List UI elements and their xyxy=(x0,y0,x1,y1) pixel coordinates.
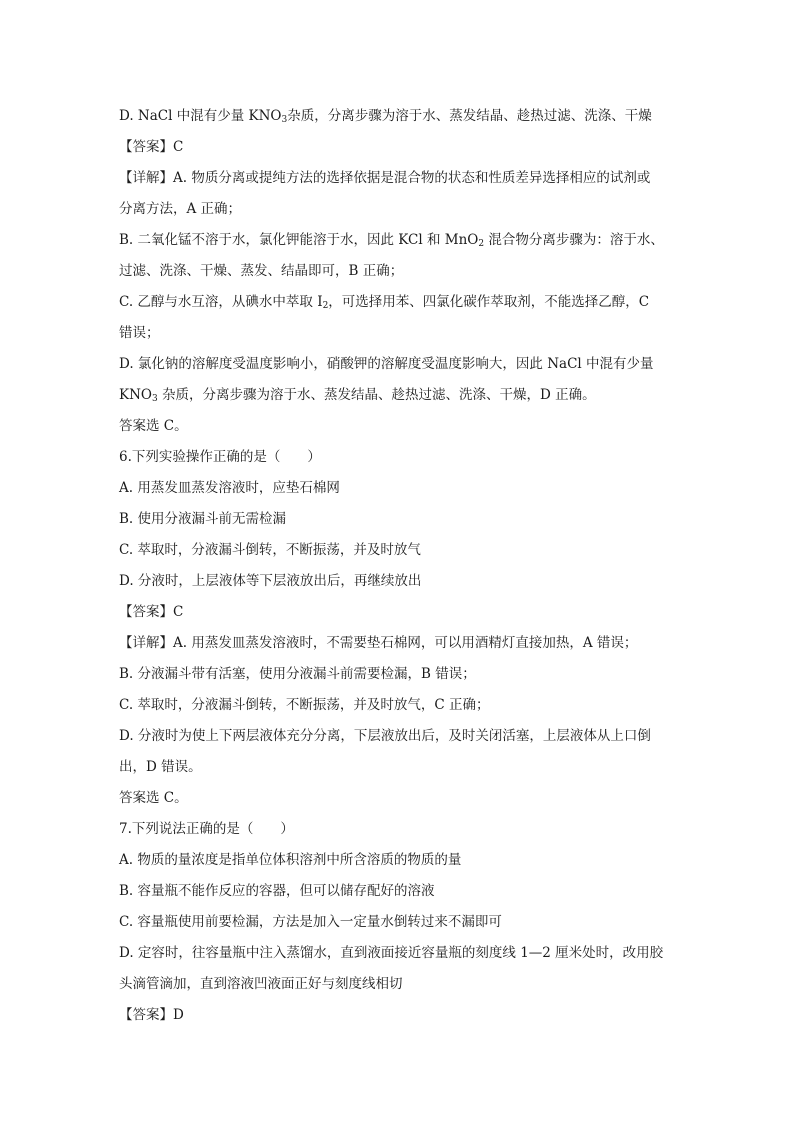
option-a: A. 用蒸发皿蒸发溶液时，应垫石棉网 xyxy=(119,480,340,496)
text-line: $KNO_3$ 杂质，分离步骤为溶于水、蒸发结晶、趁热过滤、洗涤、干燥，D 正确。 xyxy=(119,387,596,404)
text-line: B. 分液漏斗带有活塞，使用分液漏斗前需要检漏，B 错误； xyxy=(119,666,476,682)
text-line: C. 乙醇与水互溶，从碘水中萃取 $I_2$，可选择用苯、四氯化碳作萃取剂，不能选择乙醇，C xyxy=(119,294,650,311)
option-c: C. 容量瓶使用前要检漏，方法是加入一定量水倒转过来不漏即可 xyxy=(119,914,502,930)
answer-label: 【答案】C xyxy=(119,139,184,155)
option-a: A. 物质的量浓度是指单位体积溶剂中所含溶质的物质的量 xyxy=(119,852,462,868)
document-body xyxy=(119,101,689,1031)
option-d: D. 分液时，上层液体等下层液放出后，再继续放出 xyxy=(119,573,422,589)
text-line: 错误； xyxy=(119,325,160,341)
text-line: 分离方法，A 正确； xyxy=(119,201,242,217)
answer-label: 【答案】C xyxy=(119,604,184,620)
answer-choice: 答案选 C。 xyxy=(119,790,188,806)
question-title: 7.下列说法正确的是（ ） xyxy=(119,821,294,837)
question-title: 6.下列实验操作正确的是（ ） xyxy=(119,449,321,465)
text-line: D. 分液时为使上下两层液体充分分离，下层液放出后，及时关闭活塞，上层液体从上口倒 xyxy=(119,728,651,744)
option-c: C. 萃取时，分液漏斗倒转，不断振荡，并及时放气 xyxy=(119,542,421,558)
text-line: 过滤、洗涤、干燥、蒸发、结晶即可，B 正确； xyxy=(119,263,404,279)
option-b: B. 容量瓶不能作反应的容器，但可以储存配好的溶液 xyxy=(119,883,435,899)
text-line: D. 氯化钠的溶解度受温度影响小，硝酸钾的溶解度受温度影响大，因此 NaCl 中混有少量 xyxy=(119,356,654,372)
text-line: 头滴管滴加，直到溶液凹液面正好与刻度线相切 xyxy=(119,976,403,992)
answer-label: 【答案】D xyxy=(119,1007,184,1023)
text-line: C. 萃取时，分液漏斗倒转，不断振荡，并及时放气，C 正确； xyxy=(119,697,490,713)
explanation-line: 【详解】A. 用蒸发皿蒸发溶液时，不需要垫石棉网，可以用酒精灯直接加热，A 错误； xyxy=(119,635,638,651)
option-d: D. 定容时，往容量瓶中注入蒸馏水，直到液面接近容量瓶的刻度线 1—2 厘米处时，改用胶 xyxy=(119,945,664,961)
option-b: B. 使用分液漏斗前无需检漏 xyxy=(119,511,287,527)
explanation-line: 【详解】A. 物质分离或提纯方法的选择依据是混合物的状态和性质差异选择相应的试剂或 xyxy=(119,170,651,186)
answer-choice: 答案选 C。 xyxy=(119,418,188,434)
text-line: 出，D 错误。 xyxy=(119,759,202,775)
text-line: B. 二氧化锰不溶于水，氯化钾能溶于水，因此 KCl 和 MnO$_2$ 混合物分离步骤为：溶于水、 xyxy=(119,232,664,249)
text-line: D. NaCl 中混有少量 $KNO_3$杂质，分离步骤为溶于水、蒸发结晶、趁热过滤、洗涤、干燥 xyxy=(119,108,652,125)
